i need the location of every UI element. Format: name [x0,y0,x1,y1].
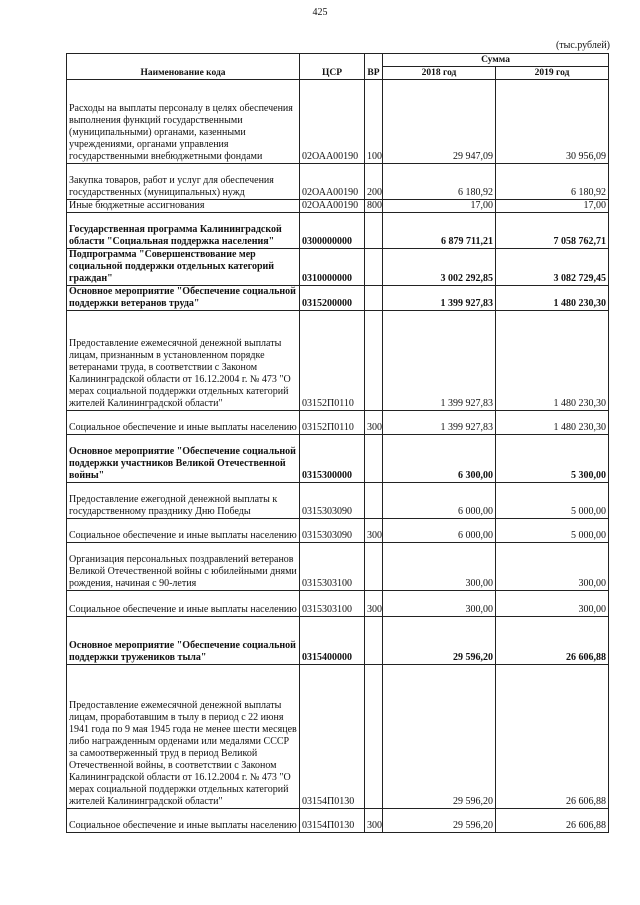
row-value-2018: 6 879 711,21 [383,213,496,249]
row-value-2018: 29 596,20 [383,809,496,833]
table-row [67,311,609,411]
header-year-2019: 2019 год [496,67,609,80]
row-csr: 03154П0130 [300,809,365,833]
row-vr [365,286,383,311]
row-vr: 300 [365,411,383,435]
table-row [67,286,609,311]
row-value-2019: 7 058 762,71 [496,213,609,249]
row-name: Предоставление ежемесячной денежной выплаты лицам, проработавшим в тылу в период с 22 июня 1941 года по 9 мая 1945 года не менее шести месяцев либо награжденным орденами или медалями СССР за самоотверженный труд в период Великой Отечественной войны, в соответствии с Законом Калининградской области от 16.12.2004 г. № 473 "О мерах социальной поддержки отдельных категорий жителей Калининградской области" [67,665,300,809]
page-number: 425 [312,7,328,18]
row-csr: 02ОАА00190 [300,200,365,213]
row-name: Иные бюджетные ассигнования [67,200,300,213]
table-row [67,213,609,249]
header-name: Наименование кода [67,54,300,80]
row-vr [365,311,383,411]
row-vr: 300 [365,519,383,543]
row-value-2018: 6 300,00 [383,435,496,483]
row-value-2019: 26 606,88 [496,665,609,809]
row-name: Закупка товаров, работ и услуг для обеспечения государственных (муниципальных) нужд [67,164,300,200]
header-year-2018: 2018 год [383,67,496,80]
row-value-2019: 5 000,00 [496,519,609,543]
row-name: Социальное обеспечение и иные выплаты населению [67,809,300,833]
row-name: Расходы на выплаты персоналу в целях обеспечения выполнения функций государственными (муниципальными) органами, казенными учреждениями, органами управления государственными внебюджетными фондами [67,80,300,164]
row-name: Социальное обеспечение и иные выплаты населению [67,591,300,617]
table-row [67,483,609,519]
row-value-2019: 30 956,09 [496,80,609,164]
row-vr: 200 [365,164,383,200]
row-value-2018: 6 180,92 [383,164,496,200]
row-value-2018: 1 399 927,83 [383,411,496,435]
row-name: Предоставление ежемесячной денежной выплаты лицам, признанным в установленном порядке ветеранами труда, в соответствии с Законом Калининградской области от 16.12.2004 г. № 473 "О мерах социальной поддержки отдельных категорий жителей Калининградской области" [67,311,300,411]
header-sum: Сумма [383,54,609,67]
row-value-2019: 26 606,88 [496,617,609,665]
row-value-2018: 6 000,00 [383,483,496,519]
row-vr [365,665,383,809]
row-csr: 03152П0110 [300,411,365,435]
row-value-2018: 1 399 927,83 [383,311,496,411]
row-value-2019: 5 000,00 [496,483,609,519]
row-value-2018: 300,00 [383,543,496,591]
row-vr [365,483,383,519]
row-name: Социальное обеспечение и иные выплаты населению [67,411,300,435]
table-row [67,591,609,617]
row-name: Предоставление ежегодной денежной выплаты к государственному празднику Дню Победы [67,483,300,519]
row-vr: 100 [365,80,383,164]
table-row [67,200,609,213]
table-row [67,249,609,286]
row-csr: 03154П0130 [300,665,365,809]
row-value-2018: 3 002 292,85 [383,249,496,286]
row-name: Подпрограмма "Совершенствование мер социальной поддержки отдельных категорий граждан" [67,249,300,286]
table-row [67,809,609,833]
row-csr: 0315300000 [300,435,365,483]
table-row [67,543,609,591]
row-value-2019: 6 180,92 [496,164,609,200]
row-vr [365,213,383,249]
row-csr: 0310000000 [300,249,365,286]
row-value-2018: 29 947,09 [383,80,496,164]
row-vr [365,543,383,591]
row-csr: 0315303100 [300,591,365,617]
table-row [67,519,609,543]
row-value-2018: 1 399 927,83 [383,286,496,311]
budget-table [66,53,609,833]
row-csr: 0300000000 [300,213,365,249]
row-vr [365,435,383,483]
row-value-2019: 300,00 [496,591,609,617]
table-row [67,435,609,483]
row-csr: 0315400000 [300,617,365,665]
row-value-2018: 300,00 [383,591,496,617]
row-value-2018: 29 596,20 [383,665,496,809]
row-csr: 0315303090 [300,483,365,519]
header-vr: ВР [365,54,383,80]
row-csr: 03152П0110 [300,311,365,411]
table-row [67,617,609,665]
row-vr [365,249,383,286]
row-vr [365,617,383,665]
row-value-2018: 29 596,20 [383,617,496,665]
table-row [67,164,609,200]
row-value-2018: 17,00 [383,200,496,213]
row-value-2019: 17,00 [496,200,609,213]
table-row [67,80,609,164]
row-value-2019: 1 480 230,30 [496,311,609,411]
row-value-2019: 3 082 729,45 [496,249,609,286]
row-name: Основное мероприятие "Обеспечение социальной поддержки тружеников тыла" [67,617,300,665]
row-csr: 02ОАА00190 [300,164,365,200]
row-name: Основное мероприятие "Обеспечение социальной поддержки ветеранов труда" [67,286,300,311]
row-vr: 300 [365,809,383,833]
table-row [67,411,609,435]
row-value-2019: 1 480 230,30 [496,411,609,435]
row-value-2018: 6 000,00 [383,519,496,543]
row-value-2019: 300,00 [496,543,609,591]
table-row [67,665,609,809]
row-name: Социальное обеспечение и иные выплаты населению [67,519,300,543]
row-csr: 02ОАА00190 [300,80,365,164]
units-label: (тыс.рублей) [555,40,610,51]
row-value-2019: 1 480 230,30 [496,286,609,311]
row-value-2019: 26 606,88 [496,809,609,833]
row-csr: 0315200000 [300,286,365,311]
row-value-2019: 5 300,00 [496,435,609,483]
row-name: Государственная программа Калининградской области "Социальная поддержка населения" [67,213,300,249]
header-csr: ЦСР [300,54,365,80]
row-name: Организация персональных поздравлений ветеранов Великой Отечественной войны с юбилейными днями рождения, начиная с 90-летия [67,543,300,591]
row-vr: 300 [365,591,383,617]
row-name: Основное мероприятие "Обеспечение социальной поддержки участников Великой Отечественной войны" [67,435,300,483]
row-csr: 0315303100 [300,543,365,591]
row-csr: 0315303090 [300,519,365,543]
row-vr: 800 [365,200,383,213]
